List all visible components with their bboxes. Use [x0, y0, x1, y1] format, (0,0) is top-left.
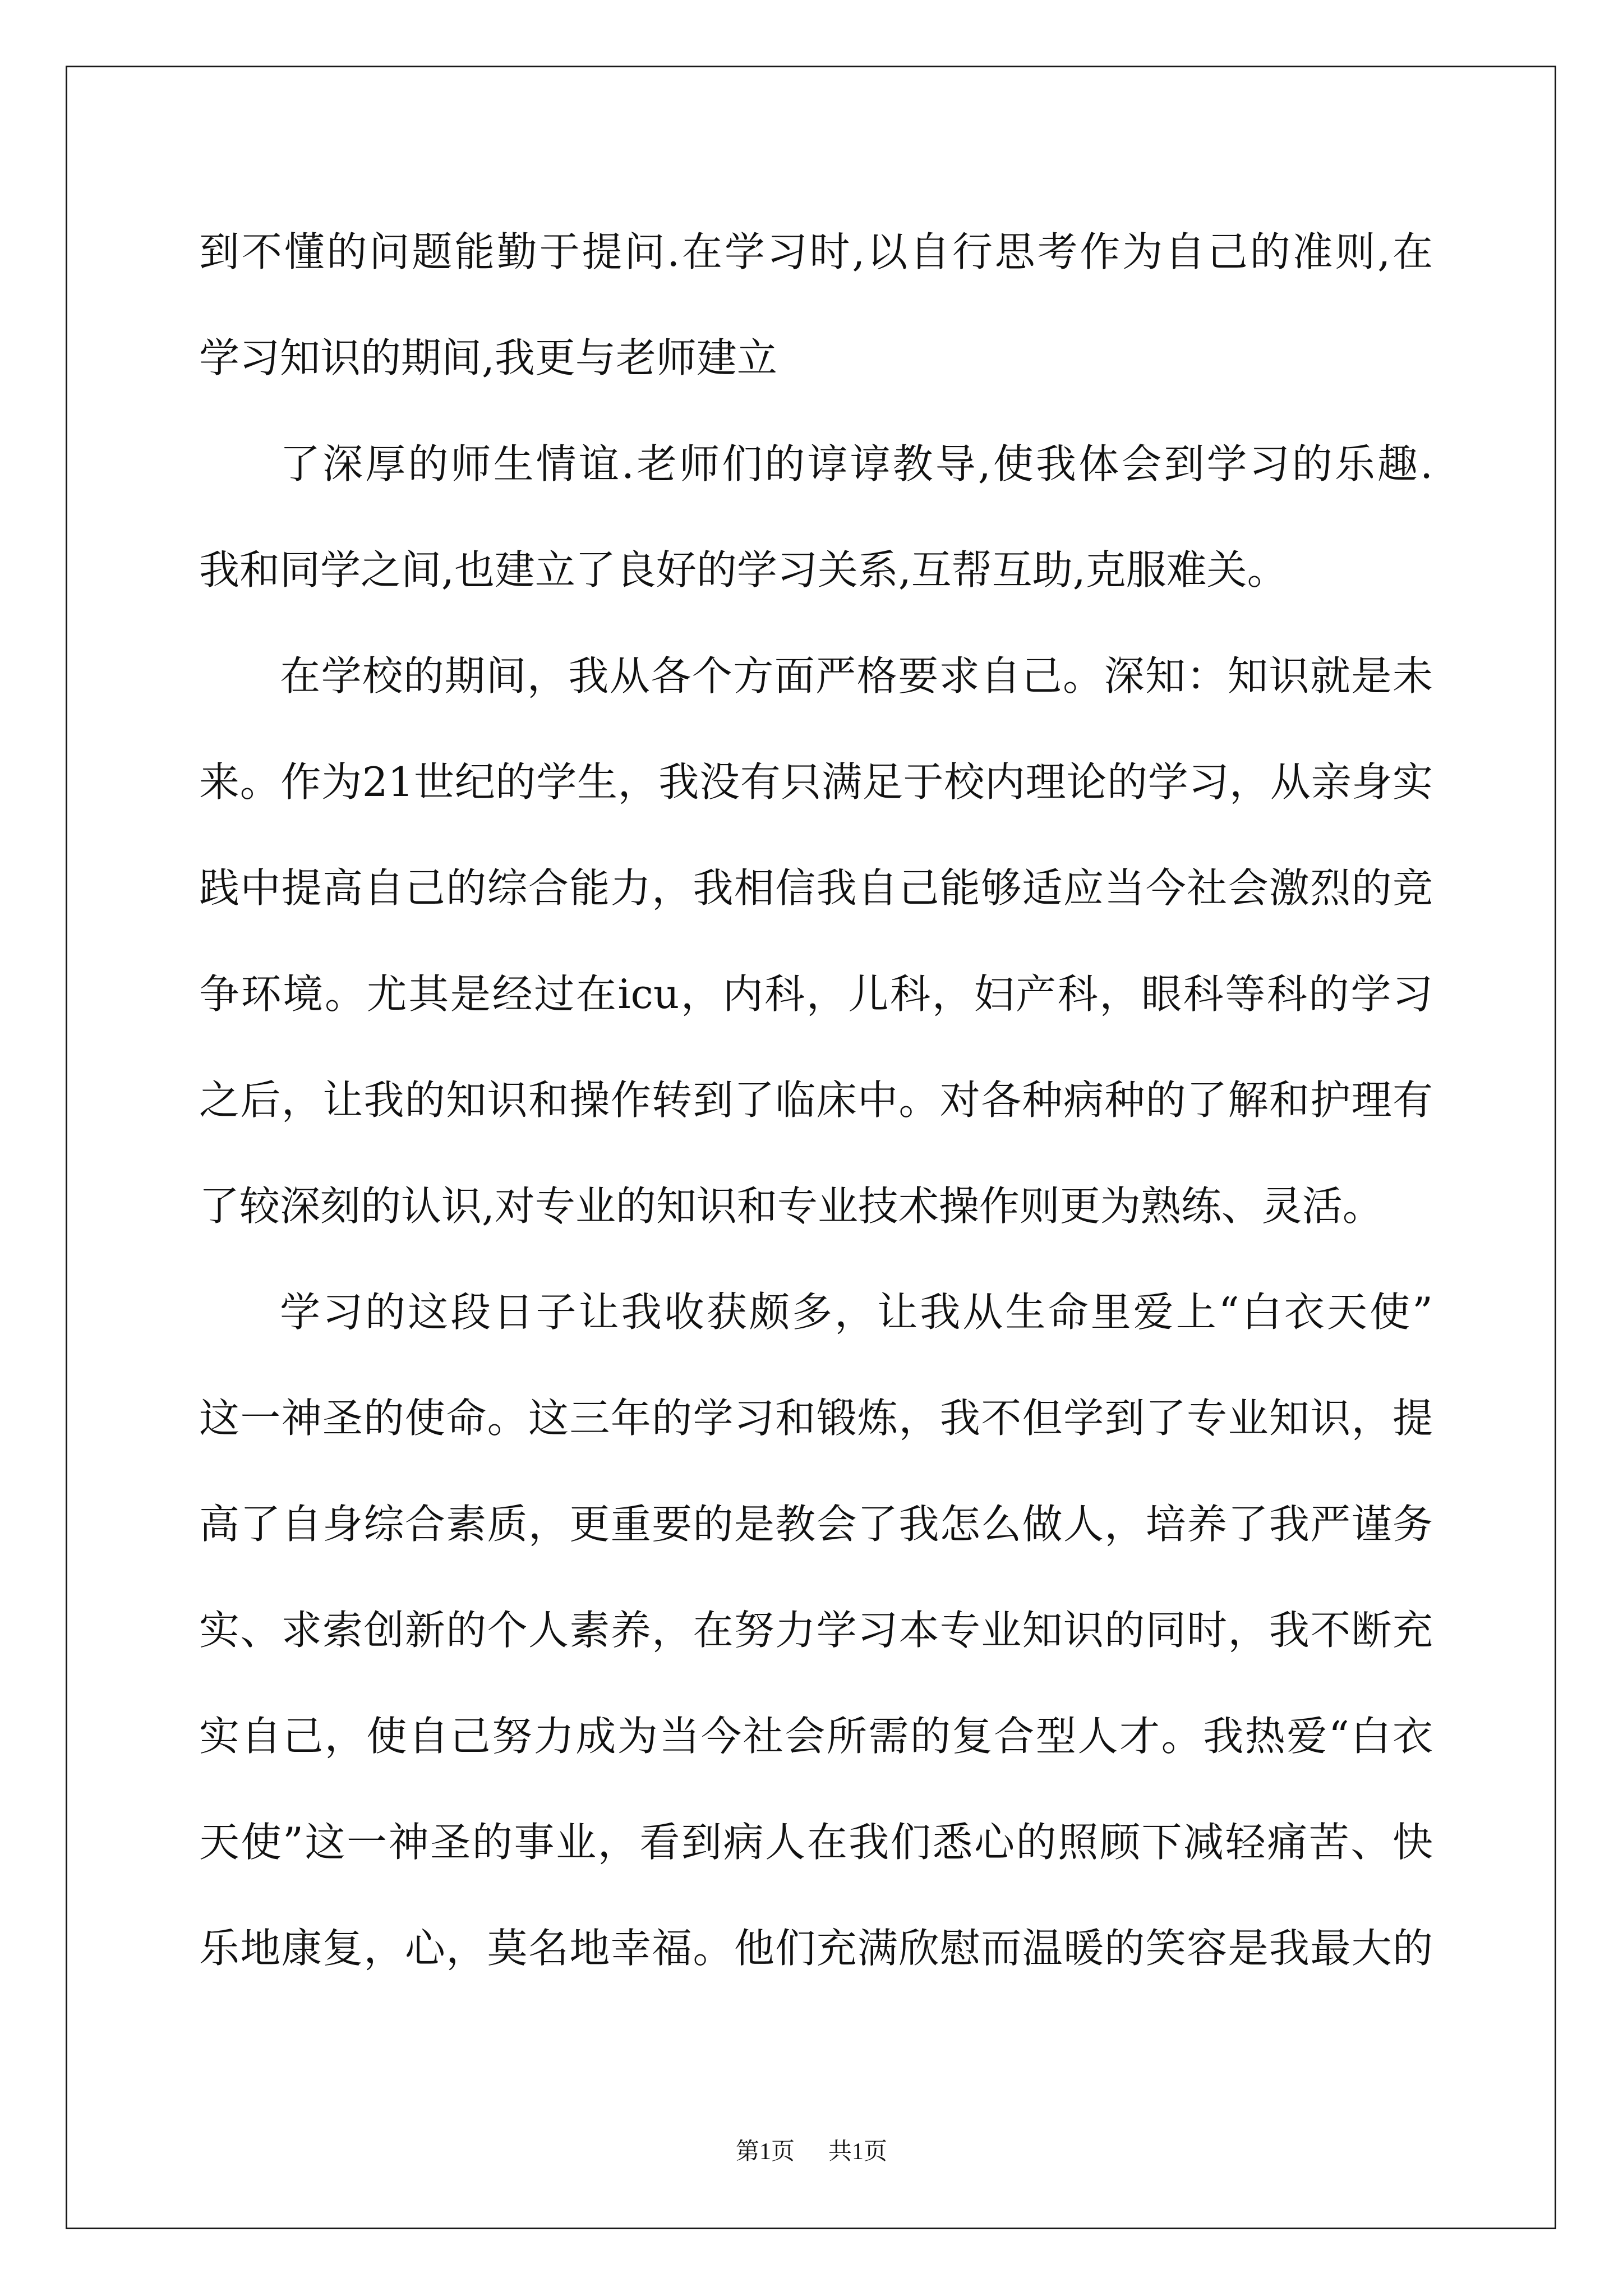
text-line: 来。作为21世纪的学生，我没有只满足于校内理论的学习，从亲身实	[199, 758, 1433, 806]
page-total: 共1页	[828, 2139, 888, 2165]
text-line: 这一神圣的使命。这三年的学习和锻炼，我不但学到了专业知识，提	[199, 1395, 1433, 1442]
text-line: 在学校的期间，我从各个方面严格要求自己。深知：知识就是未	[280, 652, 1433, 700]
text-line: 之后，让我的知识和操作转到了临床中。对各种病种的了解和护理有	[199, 1076, 1433, 1124]
text-line: 高了自身综合素质，更重要的是教会了我怎么做人，培养了我严谨务	[199, 1501, 1433, 1548]
text-line: 了较深刻的认识,对专业的知识和专业技术操作则更为熟练、灵活。	[199, 1182, 1383, 1230]
text-line: 实、求索创新的个人素养，在努力学习本专业知识的同时，我不断充	[199, 1607, 1433, 1654]
text-line: 我和同学之间,也建立了良好的学习关系,互帮互助,克服难关。	[199, 546, 1288, 593]
page-footer	[0, 2135, 1623, 2169]
document-body	[199, 199, 1433, 2001]
text-line: 践中提高自己的综合能力，我相信我自己能够适应当今社会激烈的竞	[199, 864, 1433, 912]
text-line: 了深厚的师生情谊.老师们的谆谆教导,使我体会到学习的乐趣.	[280, 440, 1433, 487]
text-line: 天使”这一神圣的事业，看到病人在我们悉心的照顾下减轻痛苦、快	[199, 1819, 1433, 1866]
text-line: 实自己，使自己努力成为当今社会所需的复合型人才。我热爱“白衣	[199, 1713, 1433, 1760]
text-line: 学习知识的期间,我更与老师建立	[199, 334, 777, 381]
page-number: 第1页	[735, 2139, 795, 2165]
text-line: 乐地康复，心，莫名地幸福。他们充满欣慰而温暖的笑容是我最大的	[199, 1925, 1433, 1972]
text-line: 到不懂的问题能勤于提问.在学习时,以自行思考作为自己的准则,在	[199, 228, 1433, 275]
text-line: 学习的这段日子让我收获颇多，让我从生命里爱上“白衣天使”	[280, 1289, 1433, 1336]
text-line: 争环境。尤其是经过在icu，内科，儿科，妇产科，眼科等科的学习	[199, 970, 1433, 1018]
